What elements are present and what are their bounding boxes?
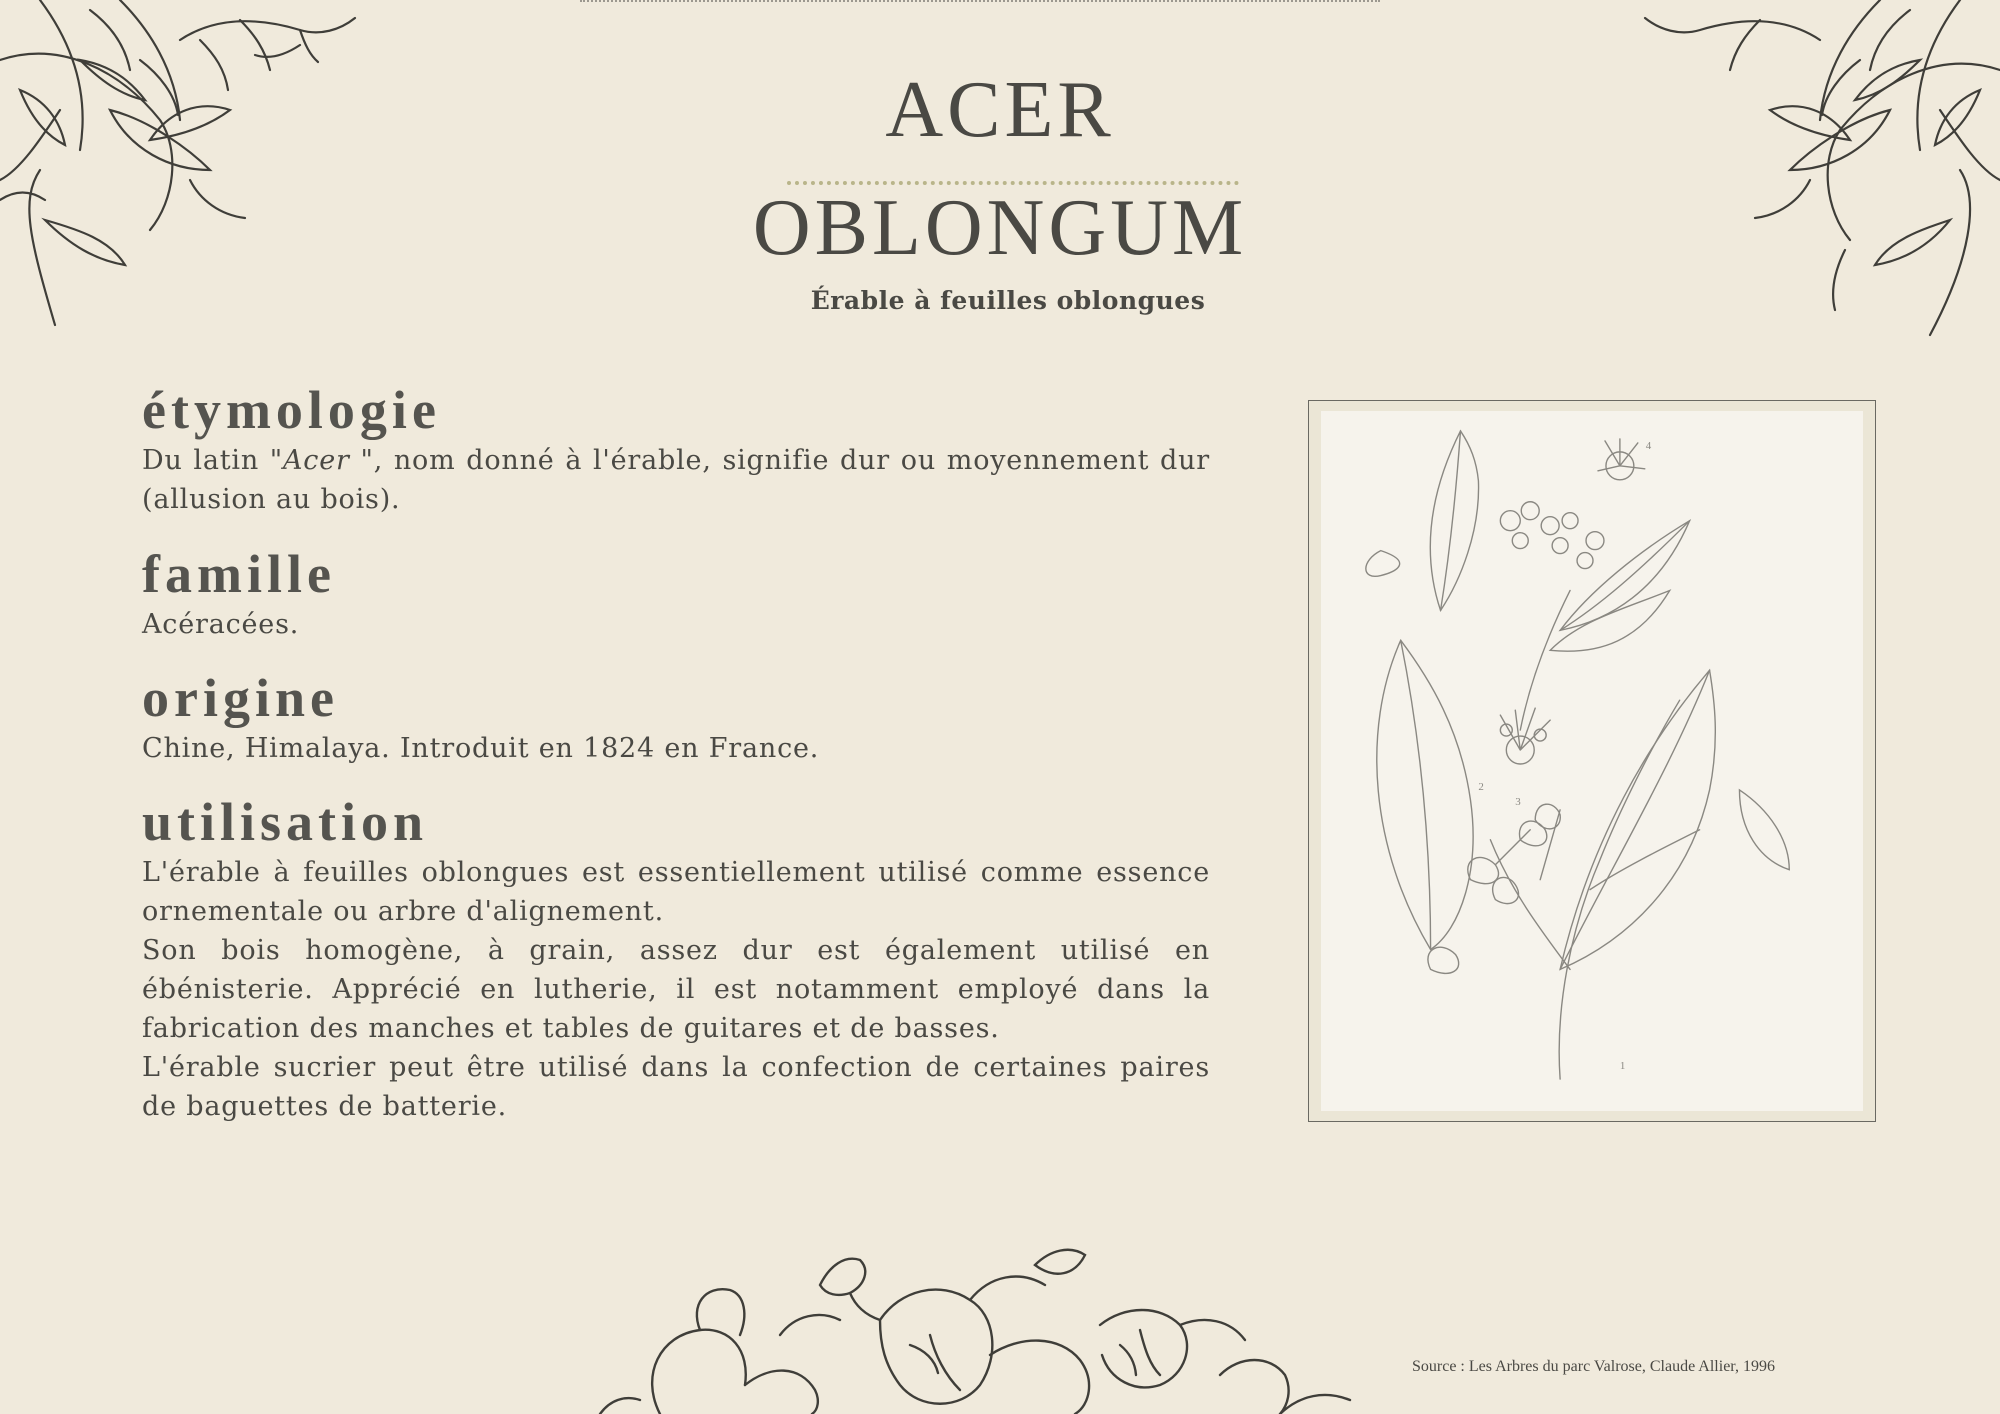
plate-number: 1 [1619,1060,1626,1073]
section-heading: famille [142,544,336,604]
body-suffix: ", nom donné à l'érable, signifie dur ou moyennement dur (allusion au bois). [142,445,1210,515]
floral-decoration-bottom [580,1225,1380,1414]
body-prefix: Du latin " [142,445,283,476]
plate-number: 4 [1645,439,1652,452]
floral-decoration-top-left [0,0,370,340]
section-paragraph: L'érable à feuilles oblongues est essentiellement utilisé comme essence ornementale ou arbre d'alignement. [142,857,1210,927]
section-body [142,441,1210,519]
page-subtitle: Érable à feuilles oblongues [810,286,1206,315]
section-paragraph: Son bois homogène, à grain, assez dur est également utilisé en ébénisterie. Apprécié en lutherie, il est notamment employé dans la fabrication des manches et tables de guitares et de basses. [142,935,1210,1044]
body-italic-latin: Acer [283,445,350,476]
section-etymologie [142,380,1210,519]
page-title-genus: ACER [885,66,1115,154]
section-famille [142,544,1210,644]
section-heading: origine [142,668,339,728]
top-decoration-edge [580,0,1380,8]
section-heading: étymologie [142,380,441,440]
section-origine [142,668,1210,768]
section-paragraph: L'érable sucrier peut être utilisé dans la confection de certaines paires de baguettes de batterie. [142,1052,1210,1122]
floral-decoration-top-right [1630,0,2000,340]
page-title-species: OBLONGUM [752,184,1248,272]
plate-number: 2 [1478,780,1484,793]
botanical-illustration-frame [1308,400,1876,1122]
section-heading: utilisation [142,792,429,852]
source-citation: Source : Les Arbres du parc Valrose, Claude Allier, 1996 [1412,1358,1775,1375]
plate-number: 3 [1515,795,1521,808]
section-body: Chine, Himalaya. Introduit en 1824 en France. [142,733,820,764]
section-utilisation [142,792,1210,1126]
section-body: Acéracées. [142,609,300,640]
botanical-illustration [1321,411,1863,1111]
